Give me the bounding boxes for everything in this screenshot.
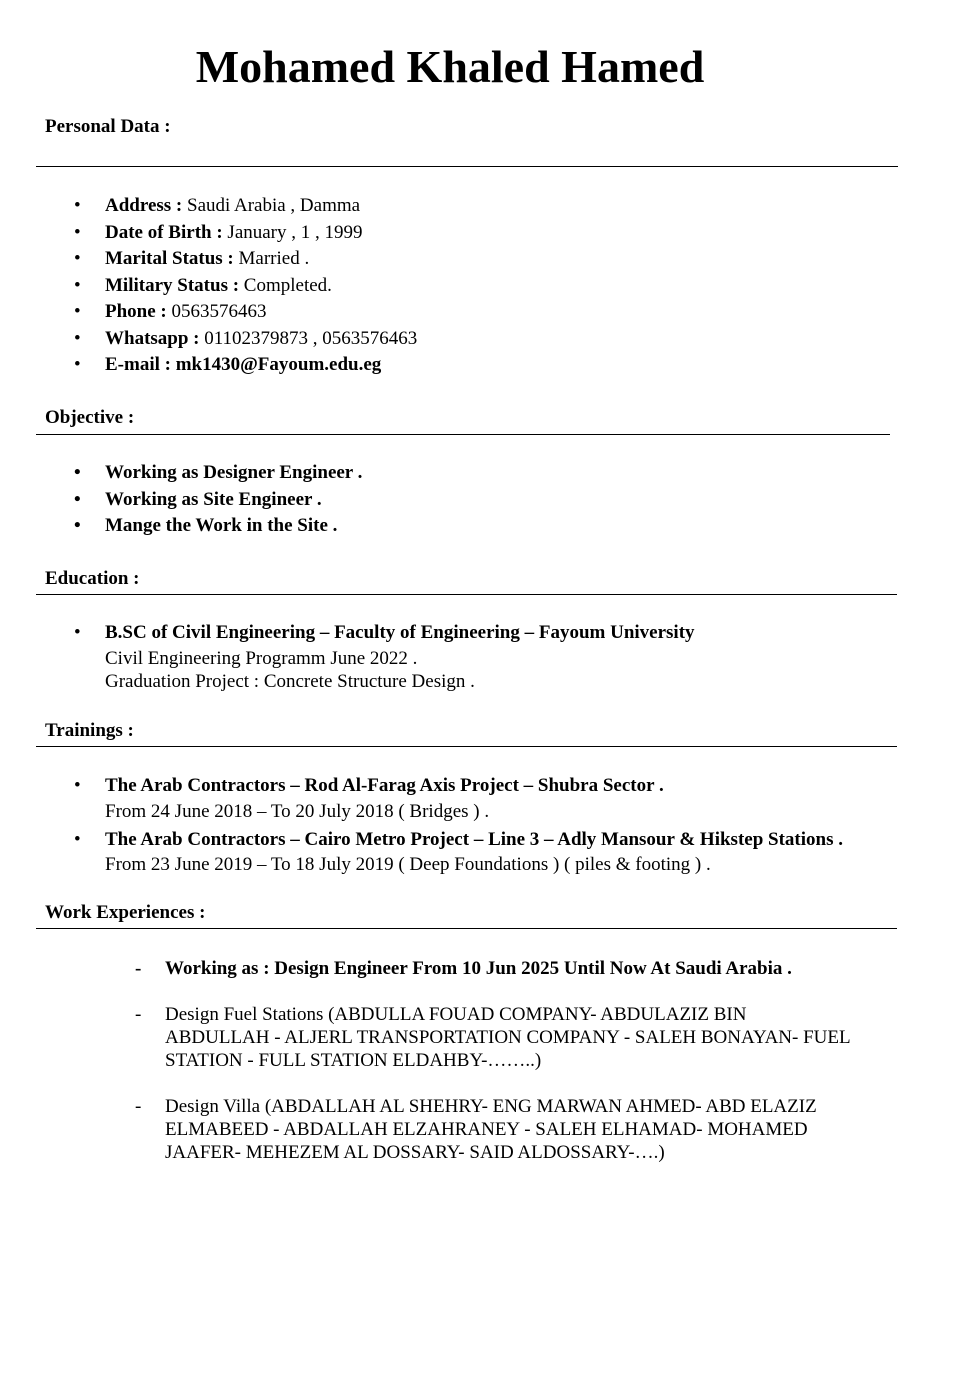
education-list — [0, 620, 695, 693]
marital-status-item: • Marital Status : Married . — [0, 246, 417, 273]
person-name: Mohamed Khaled Hamed — [195, 41, 705, 92]
trainings-divider — [36, 746, 897, 747]
training-title: The Arab Contractors – Cairo Metro Project – Line 3 – Adly Mansour & Hikstep Stations . — [105, 828, 843, 850]
graduation-project: Graduation Project : Concrete Structure Design . — [105, 670, 475, 692]
education-item — [0, 620, 695, 693]
personal-data-list — [0, 193, 417, 379]
trainings-heading: Trainings : — [45, 720, 134, 741]
email-item: • E-mail : mk1430@Fayoum.edu.eg — [0, 352, 417, 379]
work-experience-divider — [36, 928, 897, 929]
work-experience-list — [0, 957, 900, 1164]
training-detail: From 24 June 2018 – To 20 July 2018 ( Bridges ) . — [105, 800, 490, 822]
villa-design-item: - Design Villa (ABDALLAH AL SHEHRY- ENG MARWAN AHMED- ABD ELAZIZ ELMABEED - ABDALLAH ELZAHRANEY - SALEH ELHAMAD- MOHAMED JAAFER- MEHEZEM AL DOSSARY- SAID ALDOSSARY-….) — [0, 1095, 900, 1164]
objective-item: • Working as Site Engineer . — [0, 487, 362, 514]
training-title: The Arab Contractors – Rod Al-Farag Axis Project – Shubra Sector . — [105, 775, 664, 796]
phone-item: • Phone : 0563576463 — [0, 299, 417, 326]
objective-item: • Working as Designer Engineer . — [0, 460, 362, 487]
objective-divider — [36, 434, 890, 435]
trainings-list — [0, 773, 843, 876]
objective-list — [0, 460, 362, 540]
education-divider — [36, 594, 897, 595]
degree-title: B.SC of Civil Engineering – Faculty of Engineering – Fayoum University — [105, 622, 695, 643]
fuel-stations-item: - Design Fuel Stations (ABDULLA FOUAD COMPANY- ABDULAZIZ BIN ABDULLAH - ALJERL TRANSPORTATION COMPANY - SALEH BONAYAN- FUEL STATION - FULL STATION ELDAHBY-……..) — [0, 1003, 900, 1072]
objective-heading: Objective : — [45, 407, 135, 428]
military-status-item: • Military Status : Completed. — [0, 273, 417, 300]
address-item: • Address : Saudi Arabia , Damma — [0, 193, 417, 220]
personal-data-heading: Personal Data : — [45, 116, 171, 137]
date-of-birth-item: • Date of Birth : January , 1 , 1999 — [0, 220, 417, 247]
training-item — [0, 773, 843, 823]
personal-data-divider — [36, 166, 898, 167]
current-position-item: - Working as : Design Engineer From 10 Jun 2025 Until Now At Saudi Arabia . — [0, 957, 900, 980]
training-detail: From 23 June 2019 – To 18 July 2019 ( Deep Foundations ) ( piles & footing ) . — [105, 854, 711, 875]
training-item — [0, 827, 843, 877]
objective-item: • Mange the Work in the Site . — [0, 513, 362, 540]
whatsapp-item: • Whatsapp : 01102379873 , 0563576463 — [0, 326, 417, 353]
work-experience-heading: Work Experiences : — [45, 902, 206, 923]
education-heading: Education : — [45, 568, 140, 589]
degree-programme: Civil Engineering Programm June 2022 . — [105, 647, 418, 669]
